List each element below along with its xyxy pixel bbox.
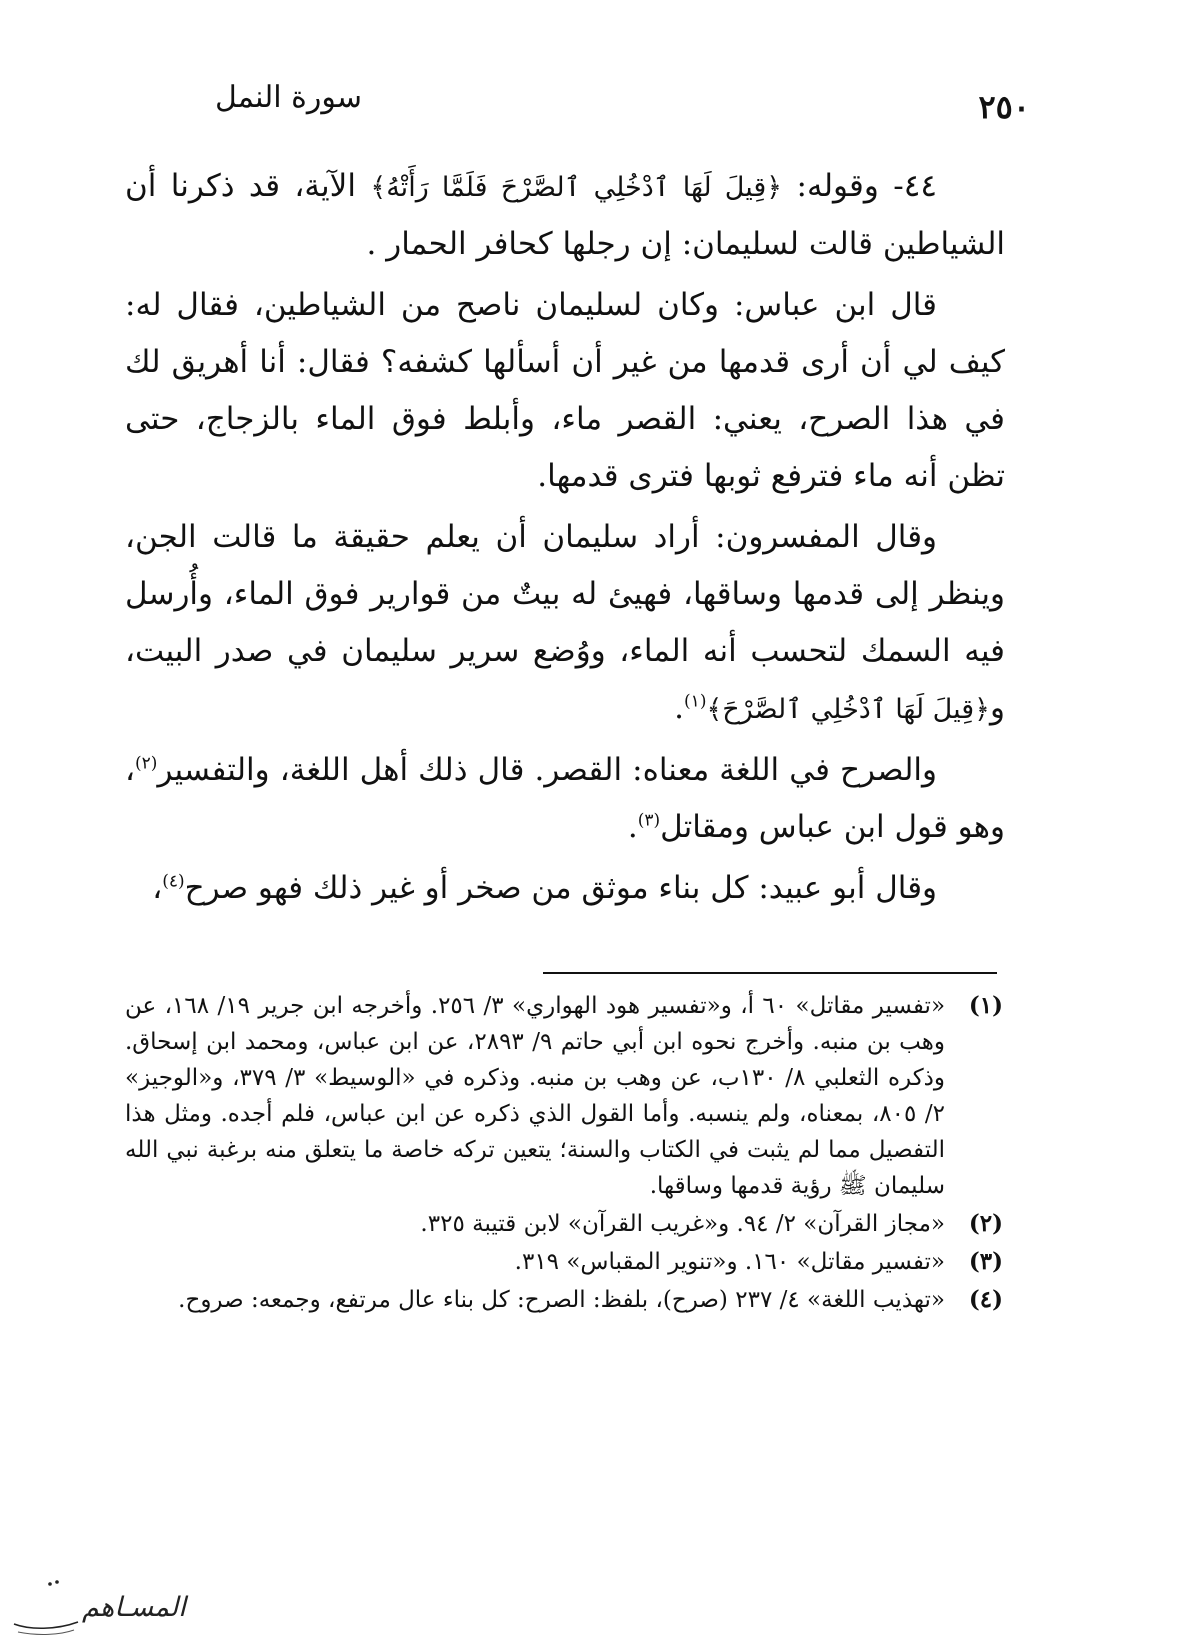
- paragraph-sarh-meaning: [125, 742, 1005, 856]
- footnote-number: (٢): [968, 1210, 1003, 1237]
- footnote-number: (٤): [968, 1286, 1003, 1313]
- paragraph-text: وقال المفسرون: أراد سليمان أن يعلم حقيقة ما قالت الجن، وينظر إلى قدمها وساقها، فهيئ له بيتٌ من قوارير فوق الماء، وأُرسل فيه السمك لتحسب أنه الماء، ووُضع سرير سليمان في صدر البيت، و: [125, 519, 1005, 726]
- paragraph-verse-44: [125, 158, 1005, 273]
- footnote-ref[interactable]: (١): [684, 691, 707, 712]
- paragraph-text: الآية، قد ذكرنا أن الشياطين قالت لسليمان: إن رجلها كحافر الحمار .: [125, 168, 1005, 262]
- svg-text:المسـاهم: المسـاهم: [82, 1592, 186, 1623]
- running-header: [0, 70, 1185, 140]
- footnote-number: (١): [968, 992, 1003, 1019]
- footnote-3: [125, 1244, 1003, 1280]
- footnote-1: [125, 988, 1003, 1204]
- footnote-text: «تفسير مقاتل» ١٦٠. و«تنوير المقباس» ٣١٩.: [514, 1249, 945, 1275]
- paragraph-text: ، وهو قول ابن عباس ومقاتل: [125, 752, 1005, 845]
- footnote-separator: [543, 972, 997, 974]
- calligraphy-logo-icon: [8, 1572, 186, 1642]
- paragraph-mufassirun: [125, 509, 1005, 738]
- paragraph-ibn-abbas: قال ابن عباس: وكان لسليمان ناصح من الشياطين، فقال له: كيف لي أن أرى قدمها من غير أن أسألها كشفه؟ فقال: أنا أهريق لك في هذا الصرح، يعني: القصر ماء، وأبلط فوق الماء بالزجاج، حتى تظن أنه ماء فترفع ثوبها فترى قدمها.: [125, 287, 1005, 494]
- footnotes: [125, 988, 1003, 1320]
- footnote-2: [125, 1206, 1003, 1242]
- verse-intro: ٤٤- وقوله:: [782, 168, 938, 204]
- paragraph-text: والصرح في اللغة معناه: القصر. قال ذلك أهل اللغة، والتفسير: [157, 752, 937, 788]
- footnote-4: [125, 1282, 1003, 1318]
- paragraph-text: وقال أبو عبيد: كل بناء موثق من صخر أو غير ذلك فهو صرح: [184, 870, 937, 906]
- paragraph-abu-ubaid: [125, 860, 1005, 917]
- page-number: ٢٥٠: [978, 88, 1030, 126]
- footnote-ref[interactable]: (٤): [162, 871, 185, 892]
- footnote-text: «مجاز القرآن» ٢/ ٩٤. و«غريب القرآن» لابن قتيبة ٣٢٥.: [420, 1211, 945, 1237]
- paragraph-end: .: [674, 690, 685, 726]
- quran-quote: ﴿قِيلَ لَهَا ٱدْخُلِي ٱلصَّرْحَ﴾: [706, 694, 991, 725]
- footnote-ref[interactable]: (٣): [637, 810, 661, 831]
- quran-quote: ﴿قِيلَ لَهَا ٱدْخُلِي ٱلصَّرْحَ فَلَمَّا رَأَتْهُ﴾: [370, 172, 783, 203]
- publisher-logo: [8, 1572, 186, 1642]
- footnote-number: (٣): [968, 1248, 1003, 1275]
- surah-title: سورة النمل: [215, 80, 362, 115]
- paragraph-end: .: [627, 809, 638, 845]
- footnote-text: «تهذيب اللغة» ٤/ ٢٣٧ (صرح)، بلفظ: الصرح: كل بناء عال مرتفع، وجمعه: صروح.: [178, 1287, 945, 1313]
- footnote-text: «تفسير مقاتل» ٦٠ أ، و«تفسير هود الهواري» ٣/ ٢٥٦. وأخرجه ابن جرير ١٩/ ١٦٨، عن وهب بن منبه. وأخرج نحوه ابن أبي حاتم ٩/ ٢٨٩٣، عن ابن عباس، ومحمد ابن إسحاق. وذكره الثعلبي ٨/ ١٣٠ب، عن وهب بن منبه. وذكره في «الوسيط» ٣/ ٣٧٩، و«الوجيز» ٢/ ٨٠٥، بمعناه، ولم ينسبه. وأما القول الذي ذكره عن ابن عباس، فلم أجده. ومثل هذا التفصيل مما لم يثبت في الكتاب والسنة؛ يتعين تركه خاصة ما يتعلق منه برغبة نبي الله سليمان ﷺ رؤية قدمها وساقها.: [125, 993, 946, 1199]
- main-text: [125, 158, 1005, 921]
- footnote-ref[interactable]: (٢): [135, 753, 158, 774]
- paragraph-end: ،: [152, 870, 163, 906]
